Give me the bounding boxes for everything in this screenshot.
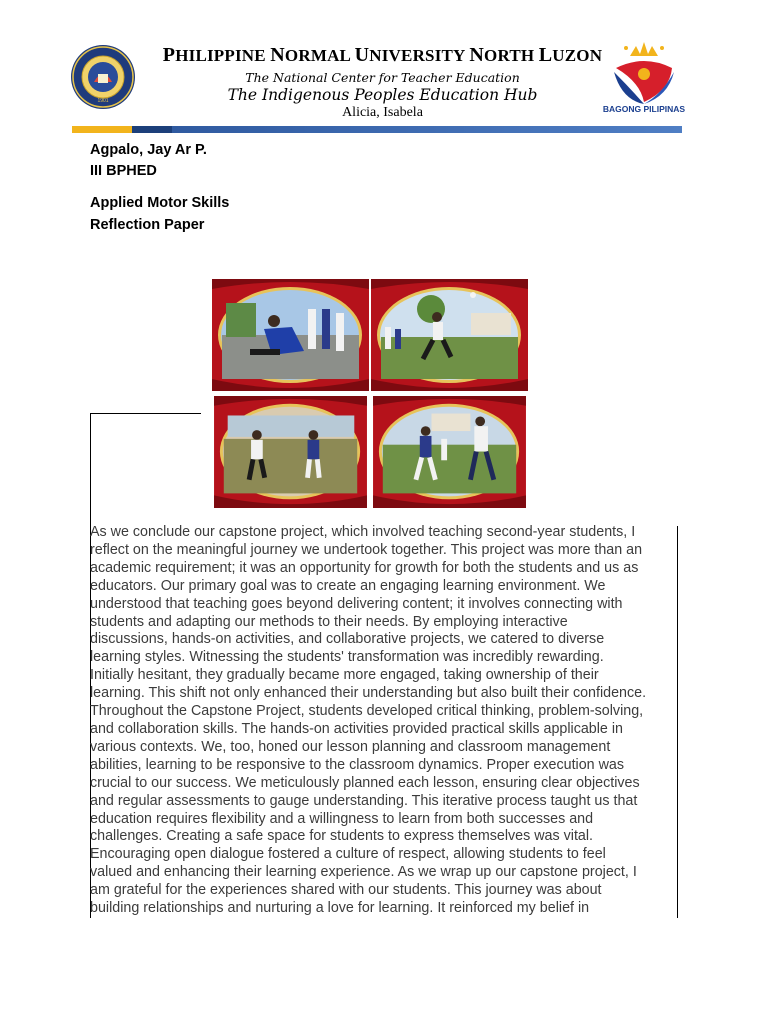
reflection-body [90, 524, 680, 918]
bagong-pilipinas-label: BAGONG PILIPINAS [602, 104, 686, 114]
photo-frame-4 [371, 396, 528, 508]
body-line: crucial to our success. We meticulously planned each lesson, ensuring clear objectives [90, 774, 640, 791]
body-line: and collaboration skills. The hands-on activities provided practical skills applicable in [90, 720, 623, 737]
body-line: am grateful for the experiences shared with our students. This journey was about [90, 882, 602, 899]
author-name: Agpalo, Jay Ar P. [90, 142, 207, 158]
body-line: Throughout the Capstone Project, students developed critical thinking, problem-solving, [90, 703, 644, 720]
photo-frame-1 [212, 279, 369, 391]
university-name: PHILIPPINE NORMAL UNIVERSITY NORTH LUZON [162, 44, 603, 66]
body-line: educators. Our primary goal was to create an engaging learning environment. We [90, 577, 606, 594]
body-line: Encouraging open dialogue fostered a culture of respect, allowing students to feel [90, 846, 606, 863]
band-gold-segment [72, 126, 132, 133]
author-section: III BPHED [90, 163, 157, 179]
body-line: challenges. Creating a safe space for students to express themselves was vital. [90, 828, 594, 845]
location: Alicia, Isabela [342, 105, 423, 120]
subject-block [90, 192, 229, 236]
body-line: valued and enhancing their learning experience. As we wrap up our capstone project, I [90, 864, 637, 881]
body-line: discussions, hands-on activities, and collaborative projects, we catered to diverse [90, 631, 605, 648]
band-navy-segment [132, 126, 172, 133]
body-line: building relationships and nurturing a love for learning. It reinforced my belief in [90, 900, 590, 917]
body-line: and regular assessments to gauge understanding. This iterative process taught us that [90, 792, 638, 809]
body-line: learning styles. Witnessing the students' transformation was incredibly rewarding. [90, 649, 604, 666]
body-line: students and adapting our methods to their needs. By employing interactive [90, 613, 568, 630]
photo-frame-2 [371, 279, 528, 391]
border-line-top [90, 413, 201, 414]
body-line: education requires flexibility and a willingness to learn from both successes and [90, 810, 594, 827]
body-line: As we conclude our capstone project, which involved teaching second-year students, I [90, 524, 636, 540]
body-line: academic requirement; it was an opportunity for growth for both the students and us as [90, 559, 639, 576]
author-block [90, 140, 207, 182]
paper-type: Reflection Paper [90, 217, 205, 233]
band-blue-segment [172, 126, 682, 133]
body-line: Initially hesitant, they gradually became more engaged, taking ownership of their [90, 667, 599, 684]
photo-frame-3 [212, 396, 369, 508]
university-seal-icon [70, 44, 136, 110]
letterhead [150, 44, 615, 121]
header-divider-band [72, 126, 682, 133]
body-line: various contexts. We, too, honed our lesson planning and classroom management [90, 738, 611, 755]
course-title: Applied Motor Skills [90, 195, 230, 211]
seal-year: 1901 [97, 98, 109, 104]
body-line: learning. This shift not only enhanced their understanding but also built their confidence. [90, 685, 647, 702]
body-line: abilities, learning to be responsive to the classroom dynamics. Proper execution was [90, 756, 625, 773]
tagline-national-center: The National Center for Teacher Education [245, 70, 520, 85]
body-line: reflect on the meaningful journey we undertook together. This project was more than an [90, 541, 643, 558]
tagline-indigenous-hub: The Indigenous Peoples Education Hub [227, 86, 538, 104]
body-line: understood that teaching goes beyond delivering content; it involves connecting with [90, 595, 623, 612]
